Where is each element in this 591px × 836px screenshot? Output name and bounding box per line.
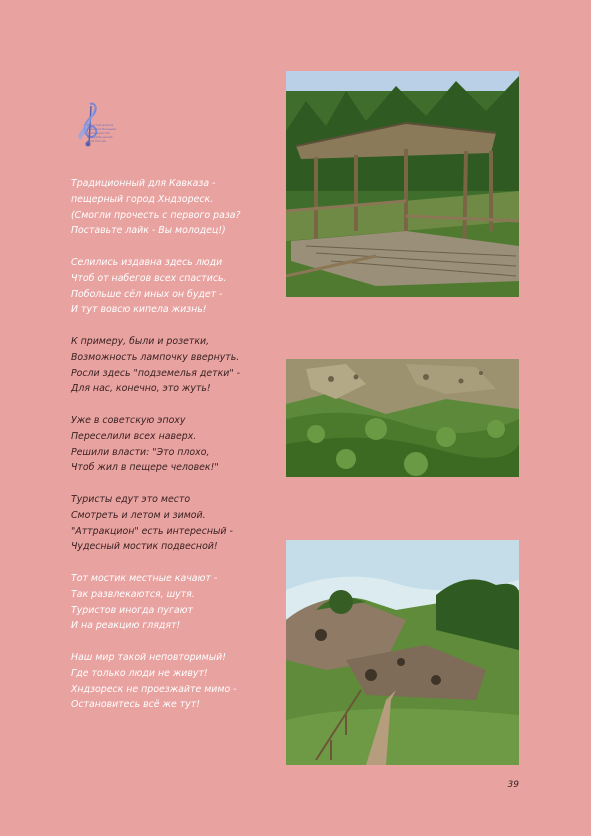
poem-line: И на реакцию глядят! xyxy=(71,620,181,632)
poem-line: Тот мостик местные качают - xyxy=(71,572,218,584)
stanza xyxy=(71,413,271,476)
poem-line: "Аттракцион" есть интересный - xyxy=(71,525,233,537)
page-number: 39 xyxy=(507,780,519,790)
poem-line: Наш мир такой неповторимый! xyxy=(71,651,226,663)
poem-line: Селились издавна здесь люди xyxy=(71,256,223,268)
poem-line: Переселили всех наверх. xyxy=(71,430,197,442)
poem-line: Побольше сёл иных он будет - xyxy=(71,288,223,300)
poem-line: Поставьте лайк - Вы молодец!) xyxy=(71,225,226,237)
logo-line: всей России xyxy=(87,139,107,143)
stanza xyxy=(71,334,271,397)
stanza xyxy=(71,650,271,713)
gazebo-photo xyxy=(286,71,519,297)
logo-text xyxy=(87,123,127,143)
logo-line: и дружбе детей xyxy=(87,135,113,139)
logo-line: возможностях xyxy=(87,131,110,135)
poem-line: Чудесный мостик подвесной! xyxy=(71,541,218,553)
path-photo xyxy=(286,540,519,765)
poem-line: пещерный город Хндзореск. xyxy=(71,193,214,205)
poem-line: Так развлекаются, шутя. xyxy=(71,588,195,600)
stanza xyxy=(71,571,271,634)
poem-line: К примеру, были и розетки, xyxy=(71,335,210,347)
poem-line: Смотреть и летом и зимой. xyxy=(71,509,206,521)
logo-line: О чистой дороге xyxy=(87,123,114,127)
poem-line: Для нас, конечно, это жуть! xyxy=(71,383,211,395)
poem-line: Росли здесь "подземелья детки" - xyxy=(71,367,241,379)
cliff-photo xyxy=(286,359,519,477)
poem-line: Туристов иногда пугают xyxy=(71,604,193,616)
poem xyxy=(71,176,271,729)
stanza xyxy=(71,176,271,239)
poem-line: (Смогли прочесть с первого раза? xyxy=(71,209,241,221)
poem-line: Традиционный для Кавказа - xyxy=(71,178,216,189)
poem-line: Хндзореск не проезжайте мимо - xyxy=(71,683,237,695)
poem-line: Чтоб от набегов всех спастись. xyxy=(71,272,227,284)
poem-line: Туристы едут это место xyxy=(71,493,191,505)
logo-line: и многих больших xyxy=(87,127,117,131)
poem-line: Остановитесь всё же тут! xyxy=(71,699,200,711)
poem-line: Где только люди не живут! xyxy=(71,667,208,679)
poem-line: Уже в советскую эпоху xyxy=(71,414,186,426)
stanza xyxy=(71,255,271,318)
poem-line: И тут вовсю кипела жизнь! xyxy=(71,304,207,316)
poem-line: Возможность лампочку ввернуть. xyxy=(71,351,240,363)
stanza xyxy=(71,492,271,555)
poem-line: Чтоб жил в пещере человек!" xyxy=(71,462,219,474)
poem-line: Решили власти: "Это плохо, xyxy=(71,446,210,458)
